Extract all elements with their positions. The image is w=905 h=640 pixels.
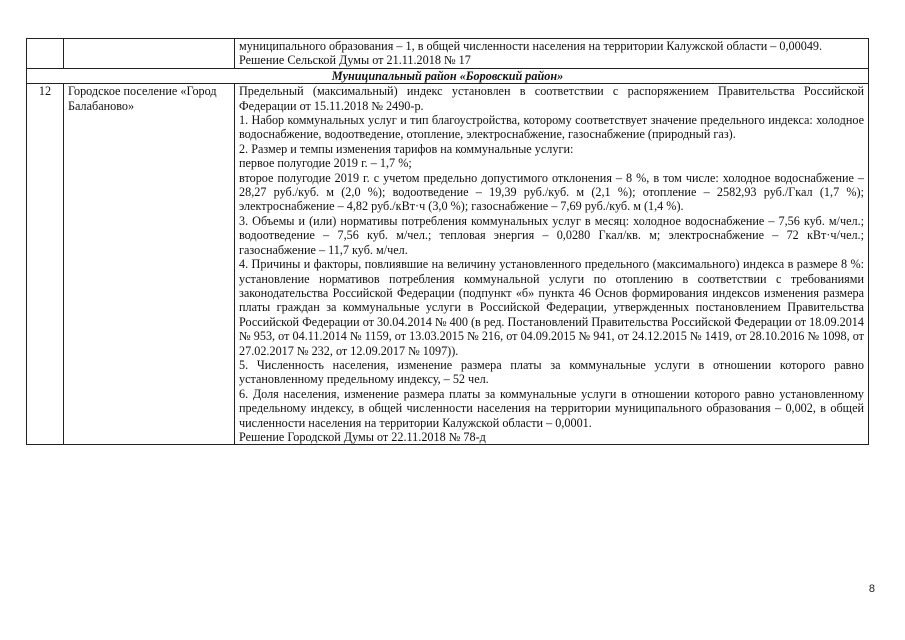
section-title: Муниципальный район «Боровский район» (27, 68, 869, 83)
description-cell (235, 39, 869, 69)
paragraph-2-second-half: второе полугодие 2019 г. с учетом предельно допустимого отклонения – 8 %, в том числе: холодное водоснабжение – 28,27 руб./куб. м (2,0 %); водоотведение – 19,39 руб./куб. м (2,1 %); отопление – 2582,93 руб./Гкал (1,7 %); электроснабжение – 4,82 руб./кВт·ч (3,0 %); газоснабжение – 7,69 руб./куб. м (1,4 %). (239, 170, 864, 214)
paragraph-1-services: 1. Набор коммунальных услуг и тип благоустройства, которому соответствует значение предельного индекса: холодное водоснабжение, водоотведение, отопление, электроснабжение, газоснабжение (природный газ). (239, 113, 864, 142)
paragraph-2-title: 2. Размер и темпы изменения тарифов на коммунальные услуги: (239, 141, 574, 156)
document-table (26, 38, 869, 445)
intro-paragraph: Предельный (максимальный) индекс установлен в соответствии с распоряжением Правительства Российской Федерации от 15.11.2018 № 2490-р. (239, 84, 864, 113)
paragraph-4-reasons: 4. Причины и факторы, повлиявшие на величину установленного предельного (максимального) индекса в размере 8 %: установление нормативов потребления коммунальной услуги по отоплению в соответствии с требованиями законодательства Российской Федерации (подпункт «б» пункта 46 Основ формирования индексов изменения размера платы граждан за коммунальные услуги в Российской Федерации, утвержденных постановлением Правительства Российской Федерации от 30.04.2014 № 400 (в ред. Постановлений Правительства Российской Федерации от 18.09.2014 № 953, от 04.11.2014 № 1159, от 13.03.2015 № 216, от 04.09.2015 № 941, от 24.12.2015 № 1419, от 28.10.2016 № 1098, от 27.02.2017 № 232, от 12.09.2017 № 1097)). (239, 257, 864, 358)
table-row-previous (27, 39, 869, 69)
decision-reference: Решение Сельской Думы от 21.11.2018 № 17 (239, 53, 471, 68)
table-row-12 (27, 84, 869, 445)
paragraph-3-volumes: 3. Объемы и (или) нормативы потребления коммунальных услуг в месяц: холодное водоснабжение – 7,56 куб. м/чел.; водоотведение – 7,56 куб. м/чел.; тепловая энергия – 0,0280 Гкал/кв. м; электроснабжение – 72 кВт·ч/чел.; газоснабжение – 11,7 куб. м/чел. (239, 213, 864, 257)
row-number-cell (27, 39, 64, 69)
page-number: 8 (868, 583, 875, 595)
section-header-row (27, 68, 869, 83)
row-number-cell: 12 (27, 84, 64, 445)
decision-reference: Решение Городской Думы от 22.11.2018 № 78-д (239, 429, 486, 444)
description-cell (235, 84, 869, 445)
paragraph-2-first-half: первое полугодие 2019 г. – 1,7 %; (239, 156, 412, 171)
municipality-name-cell (64, 39, 235, 69)
paragraph-text: муниципального образования – 1, в общей численности населения на территории Калужской области – 0,00049. (239, 39, 823, 53)
municipality-name-cell: Городское поселение «Город Балабаново» (64, 84, 235, 445)
paragraph-6-share: 6. Доля населения, изменение размера платы за коммунальные услуги в отношении которого равно установленному предельному индексу, в общей численности населения на территории муниципального образования – 0,002, в общей численности населения на территории Калужской области – 0,0001. (239, 386, 864, 430)
paragraph-5-population: 5. Численность населения, изменение размера платы за коммунальные услуги в отношении которого равно установленному предельному индексу, – 52 чел. (239, 357, 864, 387)
